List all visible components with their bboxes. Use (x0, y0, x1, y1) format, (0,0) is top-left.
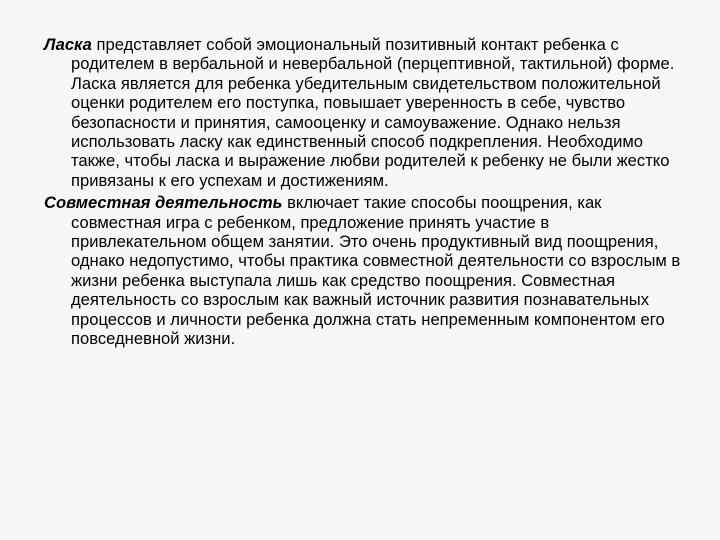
term-affection: Ласка (44, 35, 92, 54)
paragraph-affection (44, 35, 684, 190)
paragraph-affection-text: представляет собой эмоциональный позитивный контакт ребенка с родителем в вербальной и невербальной (перцептивной, тактильной) форме. Ласка является для ребенка убедительным свидетельством положительной оценки родителем его поступка, повышает уверенность в себе, чувство безопасности и принятия, самооценку и самоуважение. Однако нельзя использовать ласку как единственный способ подкрепления. Необходимо также, чтобы ласка и выражение любви родителей к ребенку не были жестко привязаны к его успехам и достижениям. (71, 35, 675, 190)
term-joint-activity: Совместная деятельность (44, 193, 283, 213)
paragraph-joint-activity-text: включает такие способы поощрения, как совместная игра с ребенком, предложение принять участие в привлекательном общем занятии. Это очень продуктивный вид поощрения, однако недопустимо, чтобы практика совместной деятельности со взрослым в жизни ребенка выступала лишь как средство поощрения. Совместная деятельность со взрослым как важный источник развития познавательных процессов и личности ребенка должна стать непременным компонентом его повседневной жизни. (71, 193, 681, 349)
text-content (44, 35, 684, 352)
paragraph-joint-activity (44, 193, 684, 348)
